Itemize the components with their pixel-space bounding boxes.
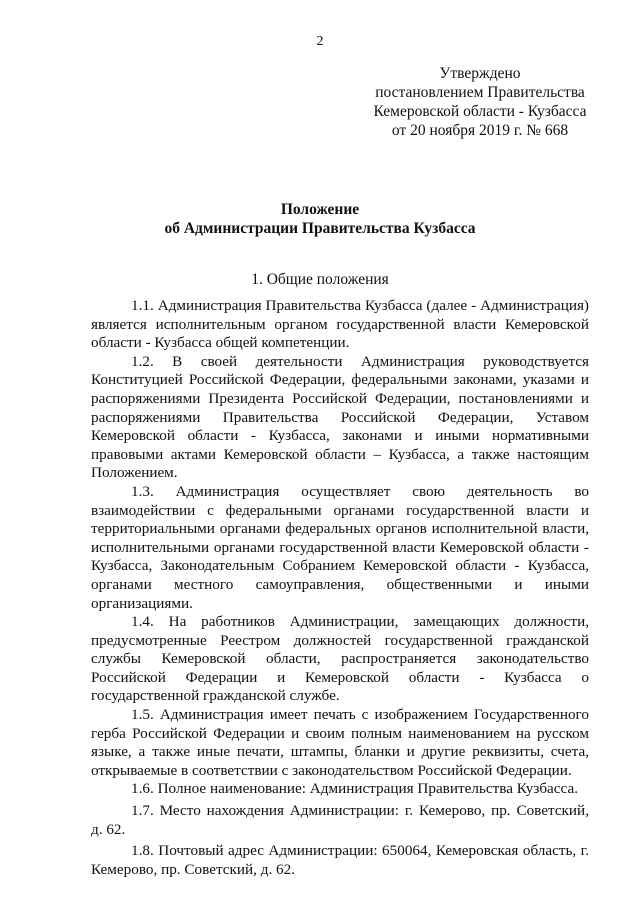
paragraph-1-1: 1.1. Администрация Правительства Кузбасса (далее - Администрация) является исполнительным органом государственной власти Кемеровской области - Кузбасса общей компетенции. [91, 297, 589, 352]
paragraph-1-2: 1.2. В своей деятельности Администрация руководствуется Конституцией Российской Федерации, федеральными законами, указами и распоряжениями Президента Российской Федерации, постановлениями и распоряжениями Правительства Российской Федерации, Уставом Кемеровской области - Кузбасса, законами и иными нормативными правовыми актами Кемеровской области – Кузбасса, а также настоящим Положением. [91, 352, 589, 482]
section-heading: 1. Общие положения [251, 271, 389, 288]
document-title [0, 200, 640, 238]
approval-line: Утверждено [439, 65, 521, 82]
paragraph-1-4: 1.4. На работников Администрации, замещающих должности, предусмотренные Реестром должностей государственной гражданской службы Кемеровской области, распространяется законодательство Российской Федерации и Кемеровской области - Кузбасса о государственной гражданской службе. [91, 613, 589, 705]
approval-block [360, 64, 600, 140]
section-body [91, 297, 589, 879]
approval-line: Кемеровской области - Кузбасса [373, 103, 587, 120]
paragraph-1-6: 1.6. Полное наименование: Администрация Правительства Кузбасса. [131, 780, 579, 798]
paragraph-1-3: 1.3. Администрация осуществляет свою деятельность во взаимодействии с федеральными органами государственной власти и территориальными органами федеральных органов исполнительной власти, исполнительными органами государственной власти Кемеровской области - Кузбасса, Законодательным Собранием Кемеровской области - Кузбасса, органами местного самоуправления, общественными и иными организациями. [91, 482, 589, 612]
page-number: 2 [316, 34, 324, 49]
title-line: об Администрации Правительства Кузбасса [164, 220, 476, 237]
paragraph-1-7: 1.7. Место нахождения Администрации: г. Кемерово, пр. Советский, д. 62. [91, 802, 589, 838]
approval-line: от 20 ноября 2019 г. № 668 [391, 122, 569, 139]
approval-line: постановлением Правительства [375, 84, 585, 101]
paragraph-1-5: 1.5. Администрация имеет печать с изображением Государственного герба Российской Федерации и своим полным наименованием на русском языке, а также иные печати, штампы, бланки и другие реквизиты, счета, открываемые в соответствии с законодательством Российской Федерации. [91, 706, 589, 779]
paragraph-1-8: 1.8. Почтовый адрес Администрации: 650064, Кемеровская область, г. Кемерово, пр. Советский, д. 62. [91, 842, 589, 878]
title-line: Положение [280, 201, 360, 218]
